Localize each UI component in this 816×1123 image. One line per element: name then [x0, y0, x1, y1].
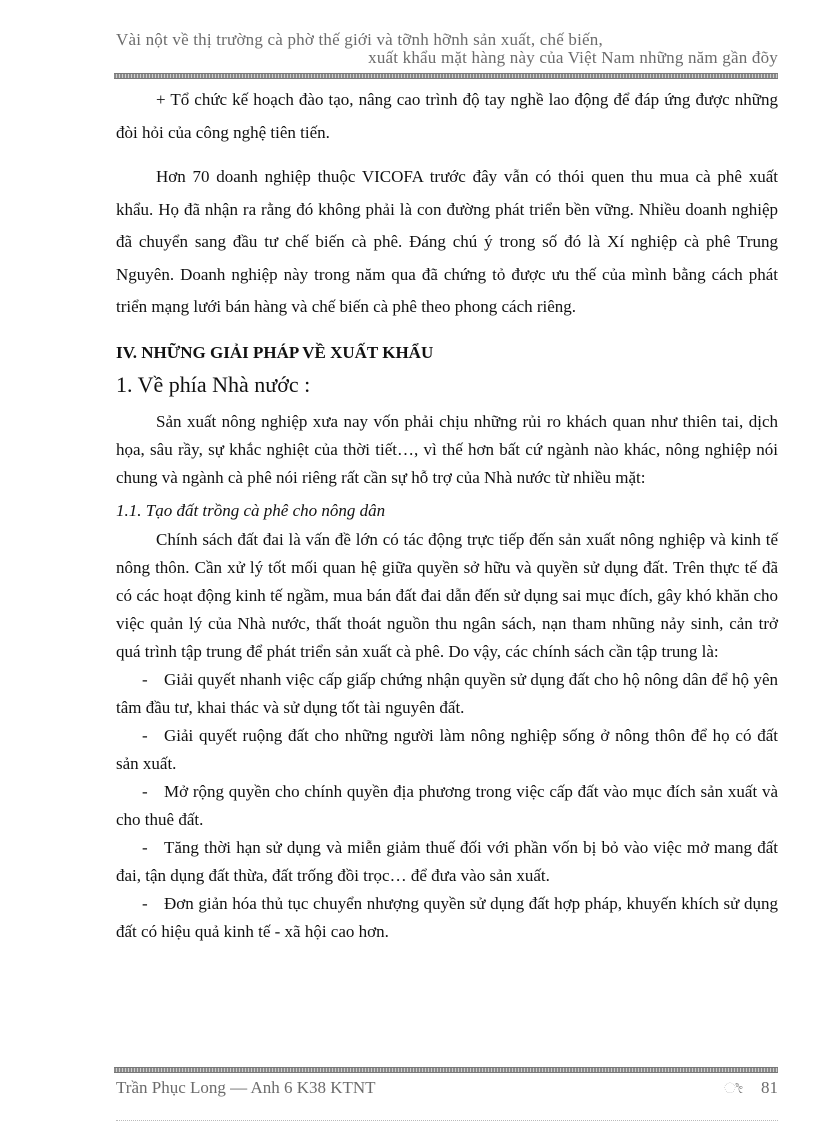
footer-page-info [724, 1078, 778, 1098]
list-item-text: Tăng thời hạn sử dụng và miễn giảm thuế đối với phần vốn bị bỏ vào việc mở mang đất đai, tận dụng đất thừa, đất trống đồi trọc… để đưa vào sản xuất. [116, 837, 778, 885]
ornament-icon: ೀ [723, 1081, 743, 1097]
subsection-heading: 1. Về phía Nhà nước : [116, 371, 311, 397]
paragraph-agriculture-risk: Sản xuất nông nghiệp xưa nay vốn phải chịu những rủi ro khách quan như thiên tai, dịch họa, sâu rầy, sự khắc nghiệt của thời tiết…, vì thế hơn bất cứ ngành nào khác, nông nghiệp nói chung và ngành cà phê nói riêng rất cần sự hỗ trợ của Nhà nước từ nhiều mặt: [116, 411, 778, 487]
page-body [116, 84, 778, 946]
bullet-mark: - [142, 837, 148, 857]
list-item-text: Đơn giản hóa thủ tục chuyển nhượng quyền sử dụng đất hợp pháp, khuyến khích sử dụng đất có hiệu quả kinh tế - xã hội cao hơn. [116, 893, 778, 941]
section-heading: IV. NHỮNG GIẢI PHÁP VỀ XUẤT KHẨU [116, 342, 434, 362]
subsubsection-heading: 1.1. Tạo đất trồng cà phê cho nông dân [116, 500, 386, 520]
paragraph-land-policy: Chính sách đất đai là vấn đề lớn có tác động trực tiếp đến sản xuất nông nghiệp và kinh tế nông thôn. Cần xử lý tốt mối quan hệ giữa quyền sở hữu và quyền sử dụng đất. Trên thực tế đã có các hoạt động kinh tế ngầm, mua bán đất đai dẫn đến sử dụng sai mục đích, gây khó khăn cho việc quản lý của Nhà nước, thất thoát nguồn thu ngân sách, nạn tham nhũng nảy sinh, cản trở quá trình tập trung để phát triển sản xuất cà phê. Do vậy, các chính sách cần tập trung là: [116, 529, 778, 661]
list-item-text: Mở rộng quyền cho chính quyền địa phương trong việc cấp đất vào mục đích sản xuất và cho thuê đất. [116, 781, 778, 829]
footer-author: Trần Phục Long — Anh 6 K38 KTNT [116, 1078, 376, 1097]
page-bottom-edge [116, 1120, 778, 1121]
running-header [116, 30, 778, 68]
list-item-text: Giải quyết nhanh việc cấp giấp chứng nhận quyền sử dụng đất cho hộ nông dân để hộ yên tâm đầu tư, khai thác và sử dụng tốt tài nguyên đất. [116, 669, 778, 717]
list-item-text: Giải quyết ruộng đất cho những người làm nông nghiệp sống ở nông thôn để họ có đất sản xuất. [116, 725, 778, 773]
list-item [116, 722, 778, 778]
header-title-line-2: xuất khẩu mặt hàng này của Việt Nam những năm gần đõy [368, 48, 778, 67]
list-item [116, 666, 778, 722]
list-item [116, 890, 778, 946]
page-number: 81 [761, 1078, 778, 1097]
list-item [116, 834, 778, 890]
paragraph-training: + Tổ chức kế hoạch đào tạo, nâng cao trình độ tay nghề lao động để đáp ứng được những đòi hỏi của công nghệ tiên tiến. [116, 90, 778, 142]
header-divider [114, 73, 778, 79]
list-item [116, 778, 778, 834]
footer-divider [114, 1067, 778, 1073]
bullet-mark: - [142, 781, 148, 801]
header-title-line-1: Vài nột về thị trường cà phờ thế giới và tỡnh hỡnh sản xuất, chế biến, [116, 30, 603, 49]
bullet-mark: - [142, 669, 148, 689]
bullet-mark: - [142, 893, 148, 913]
paragraph-vicofa: Hơn 70 doanh nghiệp thuộc VICOFA trước đây vẫn có thói quen thu mua cà phê xuất khẩu. Họ đã nhận ra rằng đó không phải là con đường phát triển bền vững. Nhiều doanh nghiệp đã chuyển sang đầu tư chế biến cà phê. Đáng chú ý trong số đó là Xí nghiệp cà phê Trung Nguyên. Doanh nghiệp này trong năm qua đã chứng tỏ được ưu thế của mình bằng cách phát triển mạng lưới bán hàng và chế biến cà phê theo phong cách riêng. [116, 167, 778, 316]
bullet-mark: - [142, 725, 148, 745]
